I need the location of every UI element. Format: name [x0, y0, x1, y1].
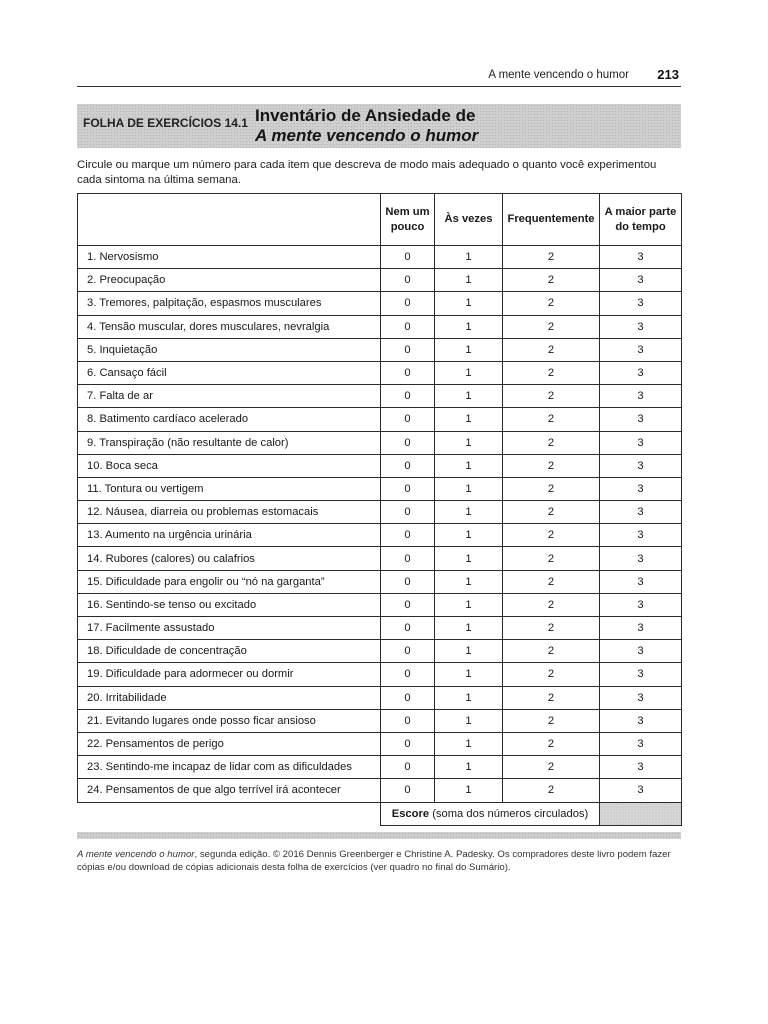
rating-frequently[interactable]: 2 [503, 246, 600, 269]
rating-sometimes[interactable]: 1 [435, 593, 503, 616]
copyright-footer [77, 848, 681, 874]
table-row [78, 315, 682, 338]
footer-rule [77, 832, 681, 839]
rating-most-of-the-time[interactable]: 3 [600, 431, 682, 454]
header-most-of-the-time: A maior parte do tempo [600, 194, 682, 246]
rating-frequently[interactable]: 2 [503, 408, 600, 431]
rating-most-of-the-time[interactable]: 3 [600, 292, 682, 315]
rating-not-at-all[interactable]: 0 [381, 709, 435, 732]
rating-most-of-the-time[interactable]: 3 [600, 385, 682, 408]
rating-most-of-the-time[interactable]: 3 [600, 663, 682, 686]
rating-most-of-the-time[interactable]: 3 [600, 477, 682, 500]
rating-sometimes[interactable]: 1 [435, 269, 503, 292]
symptom-label: 7. Falta de ar [78, 385, 381, 408]
table-row [78, 269, 682, 292]
rating-not-at-all[interactable]: 0 [381, 617, 435, 640]
rating-most-of-the-time[interactable]: 3 [600, 756, 682, 779]
rating-not-at-all[interactable]: 0 [381, 547, 435, 570]
rating-not-at-all[interactable]: 0 [381, 408, 435, 431]
rating-sometimes[interactable]: 1 [435, 431, 503, 454]
rating-frequently[interactable]: 2 [503, 269, 600, 292]
rating-most-of-the-time[interactable]: 3 [600, 709, 682, 732]
rating-sometimes[interactable]: 1 [435, 292, 503, 315]
rating-frequently[interactable]: 2 [503, 709, 600, 732]
rating-not-at-all[interactable]: 0 [381, 246, 435, 269]
rating-frequently[interactable]: 2 [503, 593, 600, 616]
table-row [78, 408, 682, 431]
rating-not-at-all[interactable]: 0 [381, 756, 435, 779]
table-row [78, 501, 682, 524]
rating-most-of-the-time[interactable]: 3 [600, 361, 682, 384]
rating-frequently[interactable]: 2 [503, 570, 600, 593]
table-row [78, 663, 682, 686]
rating-not-at-all[interactable]: 0 [381, 779, 435, 802]
rating-frequently[interactable]: 2 [503, 477, 600, 500]
symptom-label: 3. Tremores, palpitação, espasmos musculares [78, 292, 381, 315]
rating-not-at-all[interactable]: 0 [381, 454, 435, 477]
instructions: Circule ou marque um número para cada item que descreva de modo mais adequado o quanto você experimentou cada sintoma na última semana. [77, 159, 657, 186]
header-sometimes: Às vezes [435, 194, 503, 246]
rating-frequently[interactable]: 2 [503, 779, 600, 802]
table-row [78, 524, 682, 547]
rating-not-at-all[interactable]: 0 [381, 292, 435, 315]
rating-not-at-all[interactable]: 0 [381, 477, 435, 500]
symptom-label: 10. Boca seca [78, 454, 381, 477]
rating-most-of-the-time[interactable]: 3 [600, 454, 682, 477]
table-header-row [78, 194, 682, 246]
worksheet-number: FOLHA DE EXERCÍCIOS 14.1 [83, 116, 248, 130]
rating-frequently[interactable]: 2 [503, 663, 600, 686]
table-row [78, 361, 682, 384]
rating-most-of-the-time[interactable]: 3 [600, 732, 682, 755]
rating-not-at-all[interactable]: 0 [381, 593, 435, 616]
rating-frequently[interactable]: 2 [503, 732, 600, 755]
worksheet-title: Inventário de Ansiedade de [255, 106, 476, 125]
table-row [78, 617, 682, 640]
rating-frequently[interactable]: 2 [503, 640, 600, 663]
symptom-label: 15. Dificuldade para engolir ou “nó na garganta” [78, 570, 381, 593]
symptom-label: 4. Tensão muscular, dores musculares, nevralgia [78, 315, 381, 338]
table-row [78, 454, 682, 477]
symptom-label: 9. Transpiração (não resultante de calor) [78, 431, 381, 454]
rating-most-of-the-time[interactable]: 3 [600, 547, 682, 570]
header-not-at-all: Nem um pouco [381, 194, 435, 246]
symptom-label: 1. Nervosismo [78, 246, 381, 269]
symptom-label: 21. Evitando lugares onde posso ficar ansioso [78, 709, 381, 732]
symptom-label: 8. Batimento cardíaco acelerado [78, 408, 381, 431]
symptom-label: 5. Inquietação [78, 338, 381, 361]
rating-most-of-the-time[interactable]: 3 [600, 593, 682, 616]
symptom-label: 11. Tontura ou vertigem [78, 477, 381, 500]
symptom-label: 12. Náusea, diarreia ou problemas estomacais [78, 501, 381, 524]
rating-most-of-the-time[interactable]: 3 [600, 246, 682, 269]
rating-frequently[interactable]: 2 [503, 292, 600, 315]
symptom-label: 18. Dificuldade de concentração [78, 640, 381, 663]
rating-most-of-the-time[interactable]: 3 [600, 640, 682, 663]
footer-book-title: A mente vencendo o humor [77, 849, 195, 860]
rating-not-at-all[interactable]: 0 [381, 501, 435, 524]
rating-most-of-the-time[interactable]: 3 [600, 617, 682, 640]
rating-not-at-all[interactable]: 0 [381, 315, 435, 338]
table-row [78, 570, 682, 593]
table-row [78, 686, 682, 709]
score-spacer [78, 802, 381, 825]
rating-sometimes[interactable]: 1 [435, 617, 503, 640]
rating-sometimes[interactable]: 1 [435, 524, 503, 547]
rating-frequently[interactable]: 2 [503, 315, 600, 338]
rating-most-of-the-time[interactable]: 3 [600, 524, 682, 547]
rating-frequently[interactable]: 2 [503, 547, 600, 570]
score-row [78, 802, 682, 825]
rating-sometimes[interactable]: 1 [435, 663, 503, 686]
rating-sometimes[interactable]: 1 [435, 570, 503, 593]
table-body [78, 246, 682, 803]
symptom-label: 17. Facilmente assustado [78, 617, 381, 640]
rating-sometimes[interactable]: 1 [435, 246, 503, 269]
symptom-label: 16. Sentindo-se tenso ou excitado [78, 593, 381, 616]
rating-sometimes[interactable]: 1 [435, 756, 503, 779]
symptom-label: 24. Pensamentos de que algo terrível irá acontecer [78, 779, 381, 802]
running-header [77, 66, 681, 87]
table-row [78, 640, 682, 663]
rating-sometimes[interactable]: 1 [435, 477, 503, 500]
rating-sometimes[interactable]: 1 [435, 640, 503, 663]
rating-most-of-the-time[interactable]: 3 [600, 779, 682, 802]
rating-frequently[interactable]: 2 [503, 617, 600, 640]
symptom-label: 13. Aumento na urgência urinária [78, 524, 381, 547]
rating-most-of-the-time[interactable]: 3 [600, 408, 682, 431]
running-title: A mente vencendo o humor [488, 69, 629, 81]
rating-not-at-all[interactable]: 0 [381, 570, 435, 593]
rating-sometimes[interactable]: 1 [435, 732, 503, 755]
rating-frequently[interactable]: 2 [503, 501, 600, 524]
footer-text: , segunda edição. © 2016 Dennis Greenberger e Christine A. Padesky. Os compradores deste livro podem fazer cópias e/ou download de cópias adicionais desta folha de exercícios (ver quadro no final do Sumário). [77, 849, 671, 873]
rating-frequently[interactable]: 2 [503, 385, 600, 408]
table-row [78, 593, 682, 616]
symptom-label: 2. Preocupação [78, 269, 381, 292]
rating-frequently[interactable]: 2 [503, 361, 600, 384]
rating-sometimes[interactable]: 1 [435, 454, 503, 477]
symptom-label: 6. Cansaço fácil [78, 361, 381, 384]
rating-not-at-all[interactable]: 0 [381, 686, 435, 709]
symptom-label: 14. Rubores (calores) ou calafrios [78, 547, 381, 570]
rating-frequently[interactable]: 2 [503, 686, 600, 709]
symptom-label: 20. Irritabilidade [78, 686, 381, 709]
rating-sometimes[interactable]: 1 [435, 315, 503, 338]
symptom-label: 23. Sentindo-me incapaz de lidar com as dificuldades [78, 756, 381, 779]
table-row [78, 246, 682, 269]
rating-frequently[interactable]: 2 [503, 431, 600, 454]
rating-sometimes[interactable]: 1 [435, 361, 503, 384]
score-label-note: (soma dos números circulados) [432, 807, 589, 820]
rating-not-at-all[interactable]: 0 [381, 732, 435, 755]
rating-most-of-the-time[interactable]: 3 [600, 315, 682, 338]
rating-not-at-all[interactable]: 0 [381, 640, 435, 663]
rating-sometimes[interactable]: 1 [435, 686, 503, 709]
rating-not-at-all[interactable]: 0 [381, 431, 435, 454]
rating-most-of-the-time[interactable]: 3 [600, 686, 682, 709]
rating-not-at-all[interactable]: 0 [381, 524, 435, 547]
rating-frequently[interactable]: 2 [503, 756, 600, 779]
score-label [381, 802, 600, 825]
rating-sometimes[interactable]: 1 [435, 547, 503, 570]
rating-most-of-the-time[interactable]: 3 [600, 570, 682, 593]
rating-sometimes[interactable]: 1 [435, 338, 503, 361]
table-row [78, 477, 682, 500]
rating-sometimes[interactable]: 1 [435, 709, 503, 732]
table-row [78, 779, 682, 802]
rating-not-at-all[interactable]: 0 [381, 385, 435, 408]
page-number: 213 [657, 67, 679, 82]
header-frequently: Frequentemente [503, 194, 600, 246]
table-row [78, 732, 682, 755]
symptom-label: 19. Dificuldade para adormecer ou dormir [78, 663, 381, 686]
rating-sometimes[interactable]: 1 [435, 779, 503, 802]
rating-most-of-the-time[interactable]: 3 [600, 501, 682, 524]
table-row [78, 385, 682, 408]
rating-frequently[interactable]: 2 [503, 524, 600, 547]
table-row [78, 431, 682, 454]
table-row [78, 709, 682, 732]
rating-frequently[interactable]: 2 [503, 338, 600, 361]
rating-most-of-the-time[interactable]: 3 [600, 338, 682, 361]
rating-sometimes[interactable]: 1 [435, 501, 503, 524]
score-input-box[interactable] [600, 802, 682, 825]
anxiety-inventory-table [77, 193, 682, 826]
rating-not-at-all[interactable]: 0 [381, 361, 435, 384]
rating-sometimes[interactable]: 1 [435, 408, 503, 431]
header-item-blank [78, 194, 381, 246]
worksheet-banner [77, 104, 681, 148]
worksheet-subtitle: A mente vencendo o humor [255, 126, 479, 145]
symptom-label: 22. Pensamentos de perigo [78, 732, 381, 755]
table-row [78, 292, 682, 315]
table-row [78, 756, 682, 779]
rating-not-at-all[interactable]: 0 [381, 269, 435, 292]
rating-not-at-all[interactable]: 0 [381, 663, 435, 686]
table-row [78, 547, 682, 570]
rating-sometimes[interactable]: 1 [435, 385, 503, 408]
score-label-bold: Escore [391, 807, 430, 820]
rating-not-at-all[interactable]: 0 [381, 338, 435, 361]
table-row [78, 338, 682, 361]
rating-frequently[interactable]: 2 [503, 454, 600, 477]
rating-most-of-the-time[interactable]: 3 [600, 269, 682, 292]
